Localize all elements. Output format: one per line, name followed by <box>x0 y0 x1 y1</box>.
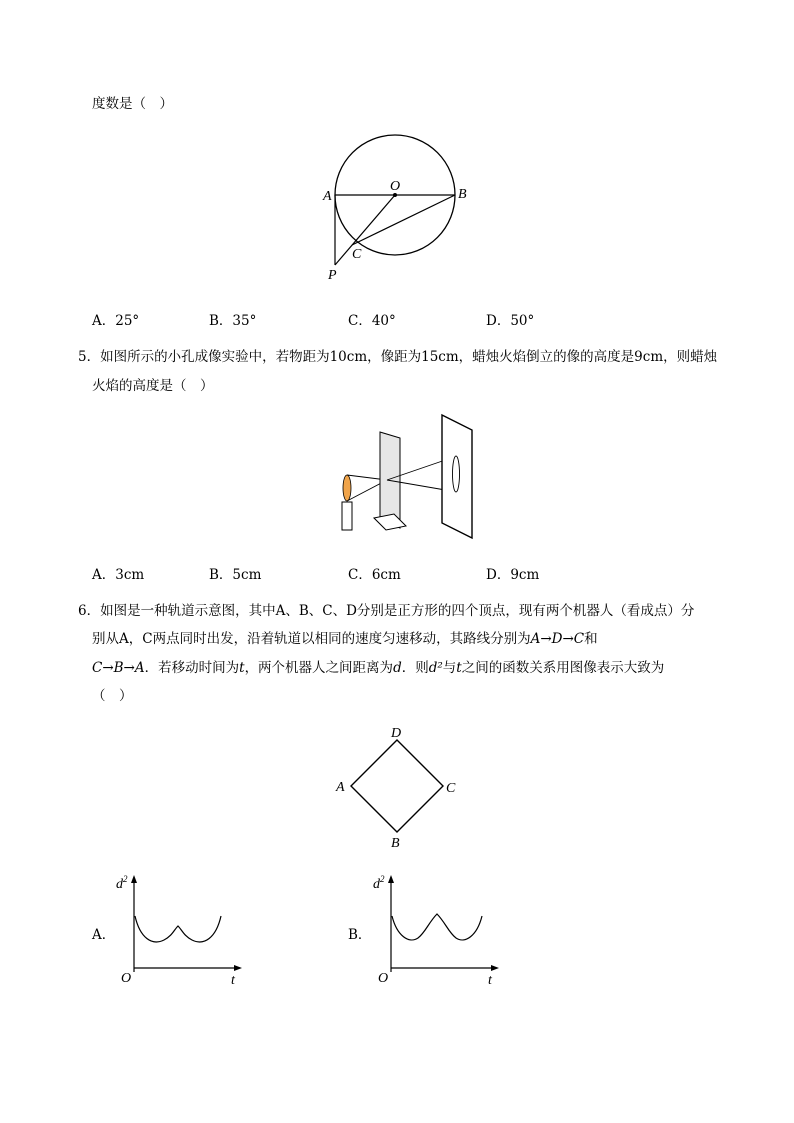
q4-option-b: B．35° <box>209 313 257 329</box>
q6-square-track <box>330 722 465 852</box>
pinhole-board <box>380 432 400 528</box>
square-track <box>351 740 443 832</box>
square-label-c: C <box>446 781 456 796</box>
q5-option-a: A．3cm <box>92 567 145 583</box>
q6-question-line2: 别从A，C两点同时出发，沿着轨道以相同的速度匀速移动，其路线分别为A→D→C和 <box>92 631 598 647</box>
q4-option-c: C．40° <box>348 313 396 329</box>
q4-question-tail: 度数是（ ） <box>92 96 173 112</box>
q5-pinhole-figure <box>330 410 480 545</box>
q5-option-d: D．9cm <box>486 567 540 583</box>
q4-segment-bc <box>352 195 455 245</box>
q5-option-c: C．6cm <box>348 567 401 583</box>
graph-a-y-arrow <box>131 875 137 883</box>
q6-question-line1: 6．如图是一种轨道示意图，其中A、B、C、D分别是正方形的四个顶点，现有两个机器人（看成点）分 <box>78 603 695 619</box>
q4-label-a: A <box>323 189 332 204</box>
q6-question-line3: C→B→A．若移动时间为t，两个机器人之间距离为d．则d²与t之间的函数关系用图像表示大致为 <box>92 660 665 676</box>
graph-b-y-arrow <box>388 875 394 883</box>
q4-label-o: O <box>390 179 401 194</box>
graph-a-x-label: t <box>231 973 235 988</box>
candle-flame <box>343 475 351 501</box>
q6-question-line4: （ ） <box>92 688 133 704</box>
q4-label-b: B <box>458 187 467 202</box>
q4-circle-figure <box>315 125 485 285</box>
q4-label-c: C <box>352 247 362 262</box>
q4-label-p: P <box>328 268 337 283</box>
q4-option-d: D．50° <box>486 313 535 329</box>
graph-a-y-label: $d^2$ <box>116 874 128 892</box>
graph-b-x-label: t <box>488 973 492 988</box>
q6-graph-b <box>369 868 509 990</box>
square-label-b: B <box>391 836 400 851</box>
candle-body <box>342 502 352 530</box>
q5-option-b: B．5cm <box>209 567 262 583</box>
graph-a-curve <box>135 916 221 942</box>
q5-question-line2: 火焰的高度是（ ） <box>92 378 214 394</box>
graph-b-y-label: $d^2$ <box>373 874 385 892</box>
square-label-d: D <box>391 726 402 741</box>
graph-b-curve <box>392 914 482 940</box>
q6-option-a-letter: A． <box>92 927 116 943</box>
board-stand <box>374 514 406 530</box>
q6-path2: C→B→A <box>92 660 145 676</box>
q6-option-b-letter: B． <box>348 927 372 943</box>
graph-a-origin: O <box>121 971 132 986</box>
q6-graph-a <box>112 868 252 990</box>
q6-path1: A→D→C <box>530 631 585 647</box>
graph-b-x-arrow <box>491 965 499 971</box>
square-label-a: A <box>336 780 345 795</box>
graph-a-x-arrow <box>234 965 242 971</box>
graph-b-origin: O <box>378 971 389 986</box>
q5-question-line1: 5．如图所示的小孔成像实验中，若物距为10cm，像距为15cm，蜡烛火焰倒立的像的高度是9cm，则蜡烛 <box>78 349 718 365</box>
q4-option-a: A．25° <box>92 313 140 329</box>
image-screen <box>442 415 472 538</box>
